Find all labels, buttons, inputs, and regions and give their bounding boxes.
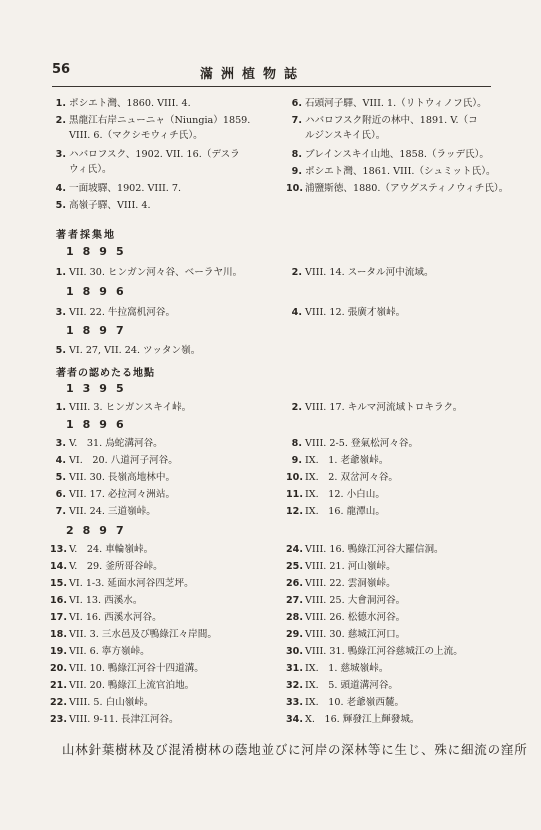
list-item: 9. ポシエト灣、1861. VIII.（シュミット氏）。 [291, 166, 496, 177]
running-title: 滿洲植物誌 [200, 67, 306, 82]
list-item: 5. 高嶺子驛、VIII. 4. [55, 200, 151, 211]
header-rule [52, 86, 491, 87]
list-item: 22. VIII. 5. 白山嶺峠。 [50, 697, 154, 708]
list-item: 2. VIII. 14. スータル河中流域。 [291, 267, 434, 278]
page-number: 56 [52, 62, 71, 77]
list-item: 12. IX. 16. 龍潭山。 [286, 506, 385, 517]
year-heading: 1895 [66, 245, 133, 258]
list-item: 26. VIII. 22. 雲洞嶺峠。 [286, 578, 396, 589]
list-item: 8. VIII. 2-5. 登氣松河々谷。 [291, 438, 419, 449]
list-item: 16. VI. 13. 西溪水。 [50, 595, 143, 606]
list-1897-right [286, 542, 510, 729]
list-item: 28. VIII. 26. 松德水河谷。 [286, 612, 406, 623]
list-item: 5. VI. 27, VII. 24. ツッタン嶺。 [55, 345, 201, 356]
list-item: 33. IX. 10. 老爺嶺西麓。 [286, 697, 405, 708]
list-item: 23. VIII. 9-11. 長津江河谷。 [50, 714, 179, 725]
list-item: 5. VII. 30. 長嶺高地林中。 [55, 472, 176, 483]
list-item: 17. VI. 16. 西溪水河谷。 [50, 612, 162, 623]
list-item: 3. VII. 22. 牛拉窩机河谷。 [55, 307, 176, 318]
list-item: 29. VIII. 30. 慈城江河口。 [286, 629, 406, 640]
list-item: 6. 石頭河子驛、VIII. 1.（リトウィノフ氏）。 [291, 98, 487, 109]
list-1897-left [50, 542, 276, 729]
list-1896-right [286, 436, 510, 521]
list-item: 2. 黒龍江右岸ニューニャ（Niungia）1859. VIII. 6.（マクシモウィチ氏）。 [55, 115, 251, 141]
list-item: 6. VII. 17. 必拉河々洲站。 [55, 489, 176, 500]
list-item: 10. IX. 2. 双岔河々谷。 [286, 472, 399, 483]
list-item: 18. VII. 3. 三水邑及び鴨綠江々岸間。 [50, 629, 217, 640]
top-left-list [50, 96, 276, 215]
list-item: 30. VIII. 31. 鴨綠江河谷慈城江の上流。 [286, 646, 463, 657]
list-item: 4. VIII. 12. 張廣才嶺峠。 [291, 307, 406, 318]
year-heading: 1395 [66, 382, 133, 395]
section-heading: 著者の認めたる地點 [56, 368, 155, 379]
list-item: 10. 浦鹽斯徳、1880.（アウグスティノウィチ氏）。 [286, 183, 509, 194]
list-item: 2. VIII. 17. キルマ河流域トロキラク。 [291, 402, 463, 413]
list-item: 14. V. 29. 釜所哥谷峠。 [50, 561, 163, 572]
list-item: 9. IX. 1. 老爺嶺峠。 [291, 455, 389, 466]
list-item: 21. VII. 20. 鴨綠江上流官泊地。 [50, 680, 195, 691]
list-item: 7. VII. 24. 三道嶺峠。 [55, 506, 156, 517]
year-heading: 1897 [66, 324, 133, 337]
list-item: 31. IX. 1. 慈城嶺峠。 [286, 663, 389, 674]
list-item: 1. VIII. 3. ヒンガンスキイ峠。 [55, 402, 192, 413]
year-heading: 2897 [66, 524, 133, 537]
list-item: 7. ハバロフスク附近の林中、1891. V.（コ ルジンスキイ氏）。 [291, 115, 478, 141]
list-1896-left [50, 436, 276, 521]
list-item: 32. IX. 5. 頭道溝河谷。 [286, 680, 399, 691]
list-item: 11. IX. 12. 小白山。 [286, 489, 385, 500]
list-item: 25. VIII. 21. 河山嶺峠。 [286, 561, 396, 572]
top-right-list [286, 96, 510, 198]
list-item: 20. VII. 10. 鴨綠江河谷十四道溝。 [50, 663, 204, 674]
year-heading: 1896 [66, 285, 133, 298]
list-item: 15. VI. 1-3. 延面水河谷四芝坪。 [50, 578, 194, 589]
year-heading: 1896 [66, 418, 133, 431]
list-item: 1. ポシエト灣、1860. VIII. 4. [55, 98, 191, 109]
list-item: 4. 一面坡驛、1902. VIII. 7. [55, 183, 182, 194]
body-text: 山林針葉樹林及び混淆樹林の蔭地並びに河岸の深林等に生じ、殊に細流の窪所 [62, 742, 528, 757]
list-item: 34. X. 16. 輝發江上輝發城。 [286, 714, 420, 725]
list-item: 13. V. 24. 車輪嶺峠。 [50, 544, 154, 555]
list-item: 19. VII. 6. 寧方嶺峠。 [50, 646, 150, 657]
list-item: 3. V. 31. 烏蛇溝河谷。 [55, 438, 163, 449]
list-item: 27. VIII. 25. 大會洞河谷。 [286, 595, 406, 606]
list-item: 24. VIII. 16. 鴨綠江河谷大羅信洞。 [286, 544, 444, 555]
list-item: 1. VII. 30. ヒンガン河々谷、ベーラヤ川。 [55, 267, 243, 278]
list-item: 4. VI. 20. 八道河子河谷。 [55, 455, 178, 466]
list-item: 3. ハバロフスク、1902. VII. 16.（デスラ ウィ氏）。 [55, 149, 240, 175]
list-item: 8. ブレインスキイ山地、1858.（ラッデ氏）。 [291, 149, 490, 160]
section-heading: 著者採集地 [56, 230, 116, 241]
